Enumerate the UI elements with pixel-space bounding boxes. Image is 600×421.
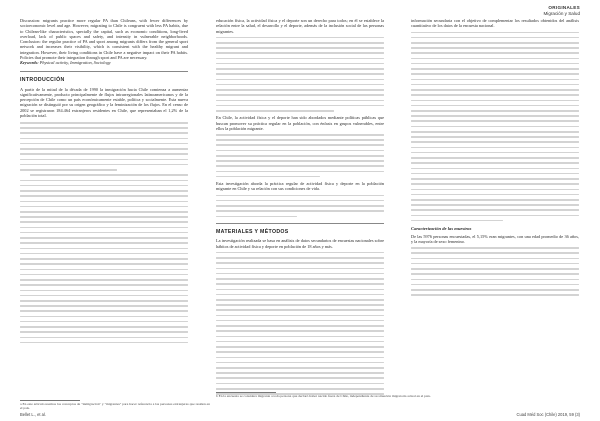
col2-paragraph-2: En Chile, la actividad física y el deporte han sido abordados mediante políticas públicas que buscan promover su práctica regular en la población, con énfasis en grupos vulnerables, entre ellos la población migrante. [216, 115, 384, 131]
running-header [543, 5, 580, 16]
footnote-a: a En este artículo usamos los conceptos de "inmigración" y "migrantes" para hacer referencia a las personas extranjeras que residen en el país. [20, 402, 210, 411]
footer-authors: Bellet L., et al. [20, 412, 46, 417]
section-divider [216, 223, 384, 224]
text-block [20, 122, 188, 343]
section-heading-metodos: MATERIALES Y MÉTODOS [216, 229, 289, 236]
footer-citation: Cuad Méd Soc (Chile) 2019, 59 (3) [516, 412, 580, 417]
journal-section: Migración y Salud [543, 10, 580, 16]
text-block [216, 37, 384, 112]
text-block [411, 247, 579, 296]
keywords-line [20, 60, 188, 65]
keywords-label: Keywords: [20, 60, 39, 65]
methods-body-text: La investigación realizada se basa en análisis de datos secundarios de encuestas nacionales sobre hábitos de actividad física y deporte en población de 18 años y más. [216, 238, 384, 249]
footnote-rule [216, 392, 276, 393]
article-type: ORIGINALES [548, 5, 580, 10]
col3-paragraph-1: información secundaria con el objetivo de complementar los resultados obtenidos del análisis cuantitativo de los datos de la encuesta nacional. [411, 18, 579, 29]
section-divider [20, 71, 188, 72]
subsection-heading: Caracterización de las muestras [411, 226, 472, 232]
text-block [216, 195, 384, 217]
keywords-text: Physical activity, Immigration, Sociology [39, 60, 111, 65]
col2-paragraph-3: Esta investigación aborda la práctica regular de actividad física y deporte en la población migrante en Chile y su relación con sus condiciones de vida. [216, 181, 384, 192]
text-block [216, 252, 384, 395]
col2-paragraph-1: educación física, la actividad física y el deporte son un derecho para todos; en él se establece la relación entre la salud, el desarrollo y el deporte, además de la inclusión social de las personas migrantes. [216, 18, 384, 34]
column-1 [20, 18, 188, 347]
footnote-b: b En la encuesta se considera migrante a toda persona que declaró haber nacido fuera de Chile, independiente de su situación migratoria actual en el país. [216, 394, 431, 398]
column-2 [216, 18, 384, 398]
column-3 [411, 18, 579, 300]
intro-body-text: A partir de la mitad de la década de 1990 la inmigración hacia Chile comienza a aumentar significativamente, producto principalmente de flujos intrarregionales latinoamericanos y de la percepción de Chile como un país económicamente estable, política y socialmente. Esta nueva migración se distinguió por su origen geográfico y la feminización de los flujos. En el censo de 2002 se registraron 184.464 extranjeros residentes en Chile, que representaban el 1,2% de la población total. [20, 86, 188, 118]
text-block [216, 134, 384, 177]
abstract-discussion: Discussion: migrants practice more regular PA than Chileans, with fewer differences by socioeconomic level and age. However, migrating to Chile is congruent with less PA habits, due to Chilean-like characteristics, specially the capital, such as economic conditions, long-lived overload, lack of public spaces and safety, and intensity in vulnerable neighborhoods. Conclusion: the regular practice of PA and sport among migrants differs from the general sport network and increases their visibility, which is consistent with the healthy migrant and integration. However, their living conditions in Chile have a negative impact on their PA habits. Policies that promote their integration through sport and PA are necessary. [20, 18, 188, 60]
section-heading-introduccion: INTRODUCCIÓN [20, 77, 65, 84]
text-block [411, 32, 579, 222]
subsection-body-text: De las 5976 personas encuestadas, el 5,15% eran migrantes, con una edad promedio de 36 años, y la mayoría de sexo femenino. [411, 233, 579, 244]
footnote-rule [20, 400, 80, 401]
